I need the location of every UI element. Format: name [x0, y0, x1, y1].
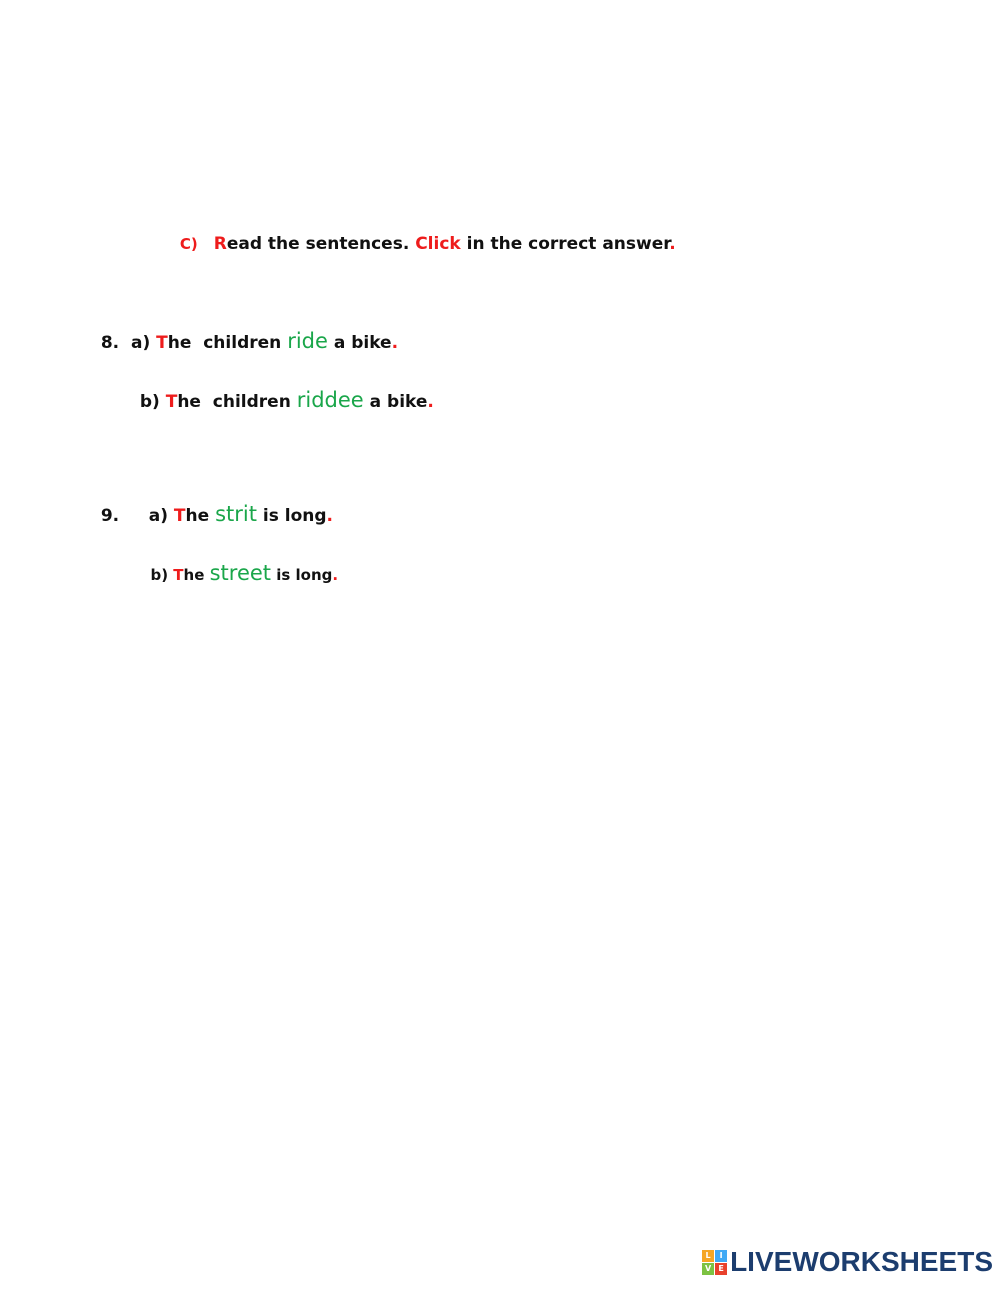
logo-block: I [715, 1250, 727, 1262]
instruction-first-letter: R [213, 234, 227, 254]
question-9-option-b[interactable] [140, 540, 338, 586]
logo-blocks-icon [702, 1250, 727, 1275]
option-text-post: is long [271, 566, 333, 584]
instruction-period: . [669, 234, 676, 254]
question-number: 8. [100, 333, 120, 353]
option-letter: a) [130, 333, 151, 353]
instruction-label: C) [179, 235, 198, 253]
option-answer-word: strit [215, 502, 257, 526]
logo-block: L [702, 1250, 714, 1262]
option-letter: a) [148, 506, 168, 526]
option-text-post: a bike [363, 392, 428, 412]
option-first-letter: T [173, 566, 184, 584]
instruction-highlight: Click [415, 234, 461, 254]
option-letter: b) [139, 392, 160, 412]
question-8-option-b[interactable] [128, 367, 434, 413]
instruction [168, 211, 676, 255]
option-answer-word: street [209, 561, 272, 585]
option-first-letter: T [173, 506, 186, 526]
option-text-pre: he children [167, 333, 288, 353]
option-text-post: a bike [327, 333, 392, 353]
question-9-option-a[interactable] [89, 481, 333, 527]
instruction-text-1: ead the sentences. [226, 234, 416, 254]
logo-block: V [702, 1263, 714, 1275]
option-text-pre: he children [177, 392, 297, 412]
option-period: . [427, 392, 434, 412]
option-answer-word: riddee [296, 388, 364, 412]
question-number: 9. [100, 506, 120, 526]
option-text-pre: he [183, 566, 210, 584]
question-8-option-a[interactable] [89, 308, 398, 354]
option-text-post: is long [256, 506, 327, 526]
option-period: . [326, 506, 333, 526]
option-period: . [332, 566, 339, 584]
option-first-letter: T [165, 392, 178, 412]
option-first-letter: T [156, 333, 168, 353]
logo-block: E [715, 1263, 727, 1275]
logo-text: LIVEWORKSHEETS [730, 1246, 993, 1277]
option-answer-word: ride [287, 329, 328, 353]
option-period: . [391, 333, 399, 353]
liveworksheets-logo [702, 1247, 993, 1277]
option-letter: b) [150, 566, 169, 584]
option-text-pre: he [185, 506, 216, 526]
instruction-text-2: in the correct answer [460, 234, 670, 254]
